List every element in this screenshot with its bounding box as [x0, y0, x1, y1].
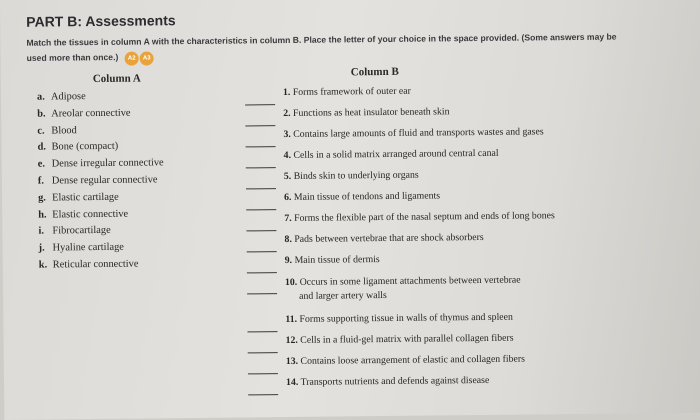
option-letter: a. — [36, 91, 45, 103]
tissue-option — [37, 140, 237, 159]
option-letter: h. — [38, 209, 47, 221]
tissue-option — [38, 157, 238, 176]
question-number: 12. — [285, 334, 298, 347]
option-letter: f. — [37, 175, 45, 187]
column-b-list — [245, 83, 668, 398]
tissue-option — [37, 106, 237, 125]
tissue-option — [37, 123, 237, 142]
answer-blank[interactable] — [247, 293, 277, 294]
question-text: Forms supporting tissue in walls of thymus and spleen — [299, 311, 513, 325]
question-number: 2. — [283, 107, 291, 120]
column-a-heading: Column A — [92, 72, 141, 86]
question-text: Cells in a solid matrix arranged around central canal — [293, 147, 499, 161]
question-text: Contains loose arrangement of elastic and collagen fibers — [300, 353, 525, 367]
tissue-option — [38, 224, 238, 243]
question-number: 1. — [282, 86, 291, 99]
question-number: 8. — [284, 233, 292, 246]
instructions — [26, 29, 626, 66]
objective-badge: A2 — [125, 52, 139, 66]
question-number: 5. — [283, 170, 292, 183]
question-text: Forms the flexible part of the nasal septum and ends of long bones — [294, 210, 555, 224]
option-letter: i. — [38, 225, 44, 237]
option-letter: d. — [37, 141, 46, 154]
question-row — [247, 272, 667, 314]
question-text: Forms framework of outer ear — [292, 85, 411, 98]
answer-blank[interactable] — [246, 146, 276, 147]
answer-blank[interactable] — [245, 104, 275, 105]
answer-blank[interactable] — [247, 331, 277, 332]
question-row — [248, 373, 668, 398]
option-letter: e. — [37, 158, 45, 170]
option-letter: k. — [38, 259, 48, 271]
objective-badges — [125, 49, 155, 65]
tissue-option — [38, 174, 238, 193]
question-number: 10. — [284, 276, 298, 289]
tissue-option — [38, 190, 238, 209]
question-text: Main tissue of dermis — [294, 254, 380, 266]
tissue-option — [37, 90, 237, 109]
question-number: 13. — [285, 355, 299, 368]
question-number: 11. — [285, 313, 298, 326]
question-number: 14. — [285, 376, 299, 389]
question-number: 3. — [283, 128, 291, 141]
option-letter: b. — [37, 108, 46, 120]
option-text: Bone (compact) — [51, 141, 119, 153]
tissue-option — [39, 241, 239, 260]
question-text: Main tissue of tendons and ligaments — [293, 190, 441, 203]
question-text: Binds skin to underlying organs — [293, 169, 419, 182]
answer-blank[interactable] — [245, 125, 275, 126]
option-text: Dense regular connective — [51, 174, 158, 187]
option-text: Elastic connective — [52, 208, 129, 221]
option-text: Blood — [51, 124, 77, 137]
question-text: Functions as heat insulator beneath skin — [292, 106, 450, 119]
answer-blank[interactable] — [247, 251, 277, 252]
tissue-option — [39, 257, 239, 276]
option-text: Reticular connective — [52, 258, 139, 271]
option-text: Hyaline cartilage — [52, 241, 124, 254]
question-text: Transports nutrients and defends against disease — [300, 374, 490, 388]
instructions-text: Match the tissues in column A with the characteristics in column B. Place the letter of your choice in the space provided. (Some answers may be used more than once.) — [26, 31, 617, 63]
question-number: 7. — [284, 212, 292, 225]
question-number: 9. — [284, 254, 293, 267]
objective-badge: A3 — [140, 51, 154, 65]
option-text: Adipose — [50, 91, 86, 103]
question-text: Contains large amounts of fluid and transports wastes and gases — [293, 126, 544, 140]
answer-blank[interactable] — [246, 188, 276, 189]
question-text: Pads between vertebrae that are shock absorbers — [294, 231, 484, 245]
answer-blank[interactable] — [247, 272, 277, 273]
option-text: Fibrocartilage — [52, 225, 111, 237]
tissue-option — [38, 207, 238, 226]
option-text: Elastic cartilage — [52, 191, 119, 204]
answer-blank[interactable] — [248, 373, 278, 374]
question-text-continued: and larger artery walls — [299, 289, 387, 302]
answer-blank[interactable] — [248, 394, 278, 395]
option-letter: g. — [38, 192, 46, 204]
column-a-list — [37, 90, 239, 277]
question-number: 4. — [283, 149, 292, 162]
answer-blank[interactable] — [246, 167, 276, 168]
answer-blank[interactable] — [246, 230, 276, 231]
option-letter: j. — [38, 242, 45, 254]
option-text: Dense irregular connective — [51, 157, 164, 170]
page-title: PART B: Assessments — [26, 12, 176, 30]
answer-blank[interactable] — [248, 352, 278, 353]
option-letter: c. — [37, 125, 45, 137]
question-number: 6. — [284, 191, 292, 204]
question-text: Cells in a fluid-gel matrix with parallel collagen fibers — [300, 332, 514, 346]
option-text: Areolar connective — [51, 107, 131, 120]
column-b-heading: Column B — [350, 65, 399, 79]
question-text: Occurs in some ligament attachments between vertebrae — [299, 274, 521, 288]
answer-blank[interactable] — [246, 209, 276, 210]
